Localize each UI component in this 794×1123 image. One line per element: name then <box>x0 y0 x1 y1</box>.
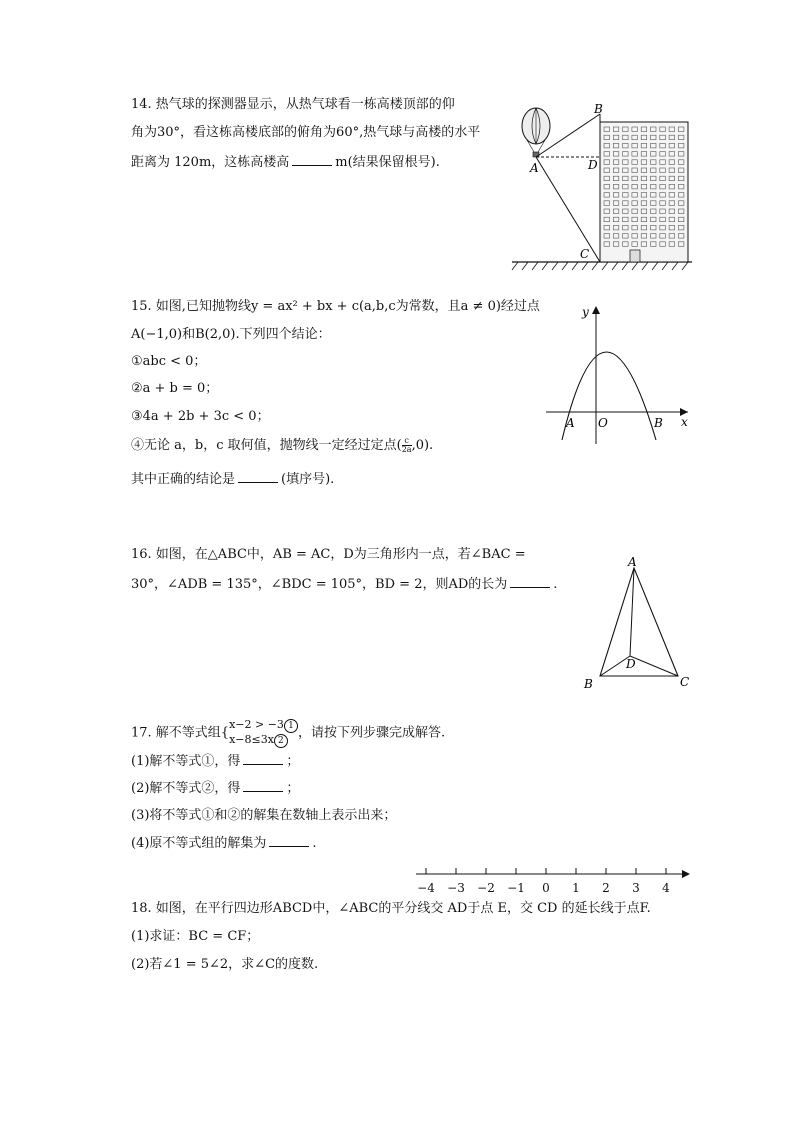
q17-step1-blank[interactable] <box>243 752 283 765</box>
q15-label-a: A <box>566 416 575 430</box>
q16-label-b: B <box>584 677 593 691</box>
q15-c4-num: c <box>402 437 412 446</box>
q15-answer-line <box>131 470 334 489</box>
number-line-label: −4 <box>417 881 435 895</box>
q15-c4-text: ④无论 a，b，c 取何值，抛物线一定经过定点( <box>131 438 402 453</box>
q17-step3: (3)将不等式①和②的解集在数轴上表示出来； <box>131 808 397 823</box>
q18-part2: (2)若∠1 = 5∠2，求∠C的度数. <box>131 957 319 972</box>
q17-system <box>229 718 298 748</box>
q15-conclusion-3: ③4a + 2b + 3c < 0； <box>131 409 270 424</box>
q17-step1-text: (1)解不等式①，得 <box>131 754 241 769</box>
q17-heading <box>131 718 445 744</box>
q17-step2-text: (2)解不等式②，得 <box>131 781 241 796</box>
q14-label-d: D <box>588 158 598 172</box>
q15-c4-tail: ,0). <box>411 438 434 453</box>
q17-step4-text: (4)原不等式组的解集为 <box>131 836 267 851</box>
number-line-label: 1 <box>572 881 580 895</box>
q17-heading-text: 17. 解不等式组{ <box>131 725 230 741</box>
q17-step4-tail: . <box>312 836 317 851</box>
q14-figure <box>508 100 694 272</box>
number-line-label: 3 <box>632 881 640 895</box>
q17-step4 <box>131 834 317 853</box>
q15-c4-fraction <box>402 437 412 454</box>
q14-label-a: A <box>530 161 539 175</box>
q17-step2-blank[interactable] <box>243 779 283 792</box>
q17-system-row2 <box>229 733 298 748</box>
q14-line3-text: 距离为 120m，这栋高楼高 <box>131 155 290 170</box>
q17-heading-tail: ，请按下列步骤完成解答. <box>297 725 446 741</box>
q17-ineq1-number: 1 <box>284 719 298 733</box>
q16-label-d: D <box>626 657 636 671</box>
q17-step4-blank[interactable] <box>269 834 309 847</box>
q18-part1: (1)求证：BC = CF； <box>131 929 260 944</box>
q15-answer-tail: (填序号). <box>281 472 335 487</box>
q16-figure <box>580 550 692 692</box>
q14-line3 <box>131 153 440 172</box>
q15-label-x: x <box>681 415 688 429</box>
q14-answer-blank[interactable] <box>292 153 332 166</box>
q16-label-a: A <box>628 555 637 569</box>
q17-number-line <box>410 864 694 898</box>
number-line-label: 4 <box>662 881 670 895</box>
q17-ineq2: x−8≤3x <box>229 733 274 746</box>
q15-c4-den: 2a <box>401 445 412 454</box>
number-line-label: −1 <box>507 881 525 895</box>
q15-conclusion-4 <box>131 437 433 455</box>
q17-step2-tail: ； <box>286 781 300 796</box>
q15-conclusion-1: ①abc < 0； <box>131 354 207 369</box>
q15-line2: A(−1,0)和B(2,0).下列四个结论： <box>131 327 331 342</box>
q15-line1: 15. 如图,已知抛物线y = ax² + bx + c(a,b,c为常数，且a ≠ 0)经过点 <box>131 299 540 314</box>
q17-step1 <box>131 752 299 771</box>
q17-system-row1 <box>229 718 298 733</box>
q17-ineq1: x−2 > −3 <box>229 718 284 731</box>
q15-label-o: O <box>598 416 608 430</box>
q15-label-b: B <box>654 416 663 430</box>
q16-line1: 16. 如图，在△ABC中，AB = AC，D为三角形内一点，若∠BAC = <box>131 547 526 562</box>
q16-label-c: C <box>680 675 690 689</box>
q16-line2 <box>131 575 557 594</box>
q15-answer-text: 其中正确的结论是 <box>131 472 236 487</box>
number-line-label: −2 <box>477 881 495 895</box>
number-line-label: 0 <box>542 881 550 895</box>
q17-step2 <box>131 779 299 798</box>
q14-label-b: B <box>594 102 603 116</box>
number-line-label: −3 <box>447 881 465 895</box>
q14-line1: 14. 热气球的探测器显示，从热气球看一栋高楼顶部的仰 <box>131 97 455 112</box>
q16-line2-text: 30°，∠ADB = 135°，∠BDC = 105°，BD = 2，则AD的长为 <box>131 577 508 592</box>
q15-label-y: y <box>582 305 589 319</box>
q15-figure <box>544 300 694 450</box>
q14-label-c: C <box>580 247 590 261</box>
number-line-label: 2 <box>602 881 610 895</box>
q16-line2-tail: . <box>553 577 558 592</box>
q17-step1-tail: ； <box>286 754 300 769</box>
q18-line1: 18. 如图，在平行四边形ABCD中，∠ABC的平分线交 AD于点 E，交 CD 的延长线于点F. <box>131 901 651 916</box>
q15-conclusion-2: ②a + b = 0； <box>131 381 219 396</box>
q14-line2: 角为30°，看这栋高楼底部的俯角为60°,热气球与高楼的水平 <box>131 125 481 140</box>
q17-ineq2-number: 2 <box>274 734 288 748</box>
q14-line3-tail: m(结果保留根号). <box>335 155 440 170</box>
q16-answer-blank[interactable] <box>510 575 550 588</box>
q15-answer-blank[interactable] <box>238 470 278 483</box>
